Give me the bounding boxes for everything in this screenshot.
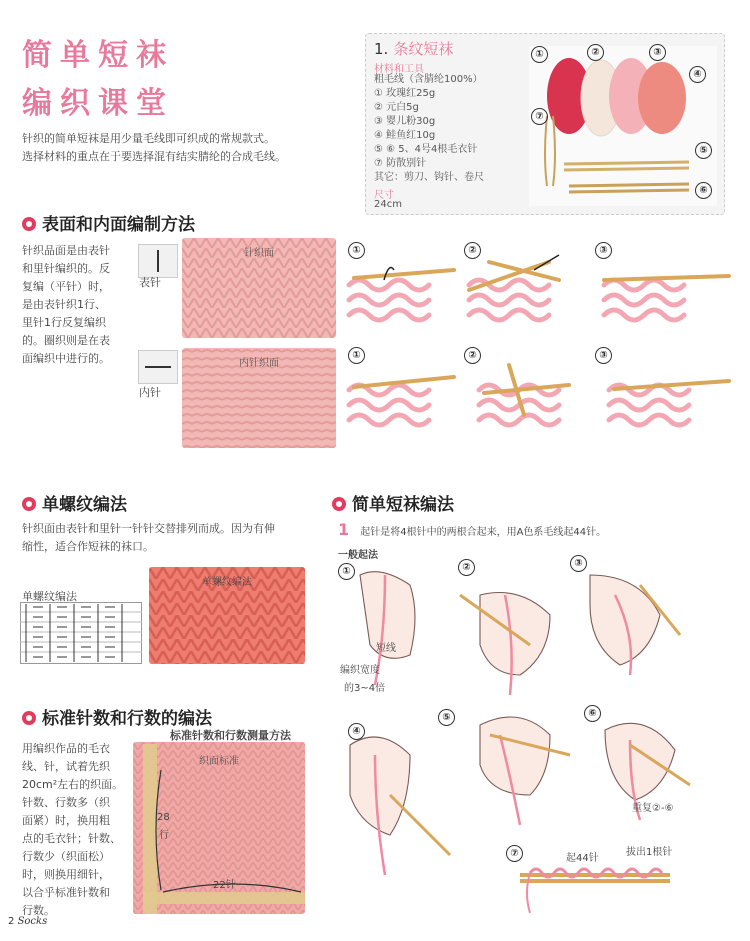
gauge-desc-line: 点的毛衣针；针数、 (22, 832, 121, 845)
rib-chart (20, 602, 142, 664)
gauge-desc-line: 以合乎标准针数和 (22, 886, 110, 899)
sock-heading (332, 490, 454, 515)
intro-line-2: 选择材料的重点在于要选择混有结实腈纶的合成毛线。 (22, 150, 286, 163)
surface-desc-line: 针织品面是由表针 (22, 244, 110, 257)
gauge-desc (22, 740, 132, 920)
materials-line: ③ 婴儿粉30g (374, 116, 436, 127)
knit-step-3: ③ (595, 242, 612, 259)
marker-2: ② (587, 44, 604, 61)
purl-symbol (138, 350, 178, 384)
marker-3: ③ (649, 44, 666, 61)
gauge-desc-line: 行数。 (22, 904, 55, 917)
sock-step-text: 起针是将4根针中的两根合起来，用A色系毛线起44针。 (360, 527, 607, 538)
cast-step-4: ④ (348, 723, 365, 740)
rib-swatch-label: 单螺纹编法 (202, 577, 252, 588)
marker-7: ⑦ (531, 108, 548, 125)
note-short-yarn: 短线 (376, 643, 396, 654)
surface-desc-line: 面编织中进行的。 (22, 352, 110, 365)
cast-step-6: ⑥ (584, 705, 601, 722)
rib-chart-label: 单螺纹编法 (22, 590, 77, 603)
gauge-rows-unit: 行 (159, 830, 169, 841)
purl-step-2: ② (464, 347, 481, 364)
gauge-desc-line: 行数少（织面松） (22, 850, 110, 863)
gauge-desc-line: 针数、行数多（织 (22, 796, 110, 809)
cast-step-3: ③ (570, 555, 587, 572)
sock-heading-text: 简单短袜编法 (352, 495, 454, 515)
page-number: 2 (8, 916, 15, 927)
gauge-stitches-label: 22针 (213, 880, 236, 891)
knit-symbol (138, 244, 178, 278)
purl-steps (344, 345, 744, 435)
surface-desc-line: 里针1行反复编织 (22, 316, 106, 329)
note-width-1: 编织宽度 (340, 665, 380, 676)
page-title-line-1: 简单短袜 (22, 38, 174, 73)
marker-5: ⑤ (695, 142, 712, 159)
rib-desc (22, 520, 312, 556)
surface-heading-text: 表面和内面编制方法 (42, 215, 195, 235)
size-label: 尺寸 (374, 190, 394, 201)
surface-desc-line: 复编（平针）时， (22, 280, 110, 293)
knit-steps (344, 240, 744, 330)
sock-sub-heading: 一般起法 (338, 550, 378, 561)
materials-line: ⑦ 防散别针 (374, 158, 427, 169)
gauge-swatch-label: 织面标准 (199, 756, 239, 767)
materials-number: 1. (374, 40, 389, 58)
gauge-desc-line: 20cm²左右的织面。 (22, 778, 124, 791)
materials-line: 粗毛线（含腈纶100%） (374, 74, 483, 85)
purl-symbol-label: 内针 (139, 386, 161, 399)
intro-line-1: 针织的简单短袜是用少量毛线即可织成的常规款式。 (22, 132, 275, 145)
purl-step-1: ① (348, 347, 365, 364)
size-value: 24cm (374, 199, 402, 210)
page-title-line-2: 编织课堂 (22, 86, 174, 121)
intro-text (22, 130, 286, 166)
purl-swatch-label: 内针织面 (239, 358, 279, 369)
knit-symbol-label: 表针 (139, 276, 161, 289)
flower-icon (22, 497, 36, 511)
materials-list (374, 73, 484, 185)
gauge-rows-number: 28 (157, 812, 170, 823)
gauge-heading (22, 704, 212, 729)
surface-desc-line: 和里针编织的。反 (22, 262, 110, 275)
rib-heading-text: 单螺纹编法 (42, 495, 127, 515)
sock-step-number: 1 (338, 520, 350, 539)
note-cast-44: 起44针 (566, 853, 599, 864)
surface-desc (22, 242, 132, 368)
knit-swatch (182, 238, 336, 338)
cast-step-5: ⑤ (438, 709, 455, 726)
rib-swatch (149, 567, 305, 664)
sock-step-row (338, 520, 606, 539)
surface-desc-line: 是由表针织1行、 (22, 298, 106, 311)
note-pull-needle: 拔出1根针 (626, 847, 673, 858)
marker-6: ⑥ (695, 182, 712, 199)
gauge-desc-line: 面紧）时，换用粗 (22, 814, 110, 827)
note-repeat: 重复②-⑥ (632, 803, 674, 814)
materials-line: ② 元白5g (374, 102, 419, 113)
cast-step-1: ① (338, 563, 355, 580)
note-width-2: 的3~4倍 (344, 683, 386, 694)
knit-step-2: ② (464, 242, 481, 259)
marker-4: ④ (689, 66, 706, 83)
materials-title: 条纹短袜 (393, 40, 454, 58)
flower-icon (22, 711, 36, 725)
surface-heading (22, 210, 195, 235)
page-footer (8, 916, 47, 927)
rib-heading (22, 490, 127, 515)
knit-swatch-label: 针织面 (244, 248, 274, 259)
materials-box (365, 33, 725, 215)
cast-on-illustrations (330, 555, 742, 925)
rib-desc-line: 缩性，适合作短袜的袜口。 (22, 540, 154, 553)
gauge-caption: 标准针数和行数测量方法 (170, 729, 291, 742)
purl-step-3: ③ (595, 347, 612, 364)
gauge-desc-line: 时，则换用细针， (22, 868, 110, 881)
purl-swatch (182, 348, 336, 448)
surface-desc-line: 的。圈织则是在表 (22, 334, 110, 347)
materials-line: ① 玫瑰红25g (374, 88, 436, 99)
materials-photo (529, 46, 717, 206)
rib-desc-line: 针织面由表针和里针一针针交替排列而成。因为有伸 (22, 522, 275, 535)
flower-icon (22, 217, 36, 231)
gauge-desc-line: 线、针，试着先织 (22, 760, 110, 773)
book-word: Socks (17, 916, 48, 927)
flower-icon (332, 497, 346, 511)
cast-step-2: ② (458, 559, 475, 576)
materials-section-label: 材料和工具 (374, 64, 424, 75)
materials-line: 其它：剪刀、钩针、卷尺 (374, 172, 484, 183)
gauge-heading-text: 标准针数和行数的编法 (42, 709, 212, 729)
cast-step-7: ⑦ (506, 845, 523, 862)
gauge-swatch (133, 742, 305, 914)
gauge-desc-line: 用编织作品的毛衣 (22, 742, 110, 755)
materials-line: ④ 鲑鱼红10g (374, 130, 436, 141)
marker-1: ① (531, 46, 548, 63)
knit-step-1: ① (348, 242, 365, 259)
materials-line: ⑤ ⑥ 5、4号4根毛衣针 (374, 144, 478, 155)
